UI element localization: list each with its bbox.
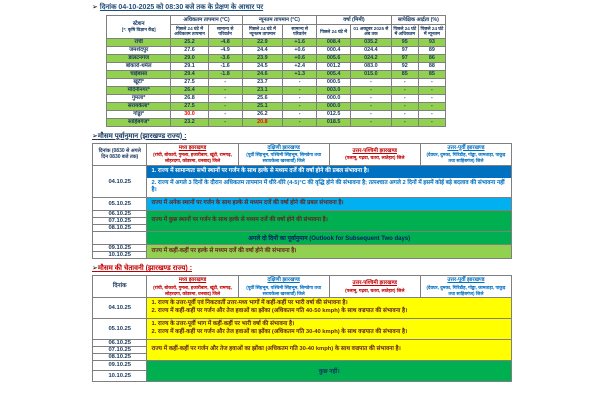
value-cell: 000.5 xyxy=(317,78,351,86)
value-cell: - xyxy=(283,86,317,94)
value-cell: 93 xyxy=(418,38,445,46)
date-cell: 04.10.25 xyxy=(93,298,147,319)
forecast-table xyxy=(92,143,512,259)
value-cell: 22.9 xyxy=(242,38,283,46)
value-cell: - xyxy=(391,86,418,94)
arrow-bullet-icon: ➢ xyxy=(92,265,98,273)
value-cell: -3.6 xyxy=(208,54,242,62)
region-header xyxy=(420,276,511,298)
value-cell: - xyxy=(208,78,242,86)
value-cell: 29.4 xyxy=(171,70,208,78)
min-temp-group-header: न्यूनतम तापमान (°C) xyxy=(242,16,317,25)
table-row xyxy=(107,86,446,94)
warning-msg-04 xyxy=(147,298,512,319)
value-cell: 20.8 xyxy=(242,118,283,126)
sub-header: पिछले 24 घंटे में न्यूनतम तापमान xyxy=(242,25,283,39)
date-cell: 09.10.25 xyxy=(93,360,147,371)
station-column-header xyxy=(107,16,171,39)
region-districts: (पूर्वी सिंहभूम, पश्चिमी सिंहभूम, सिमडेगा तथा सरायकेला खरसावाँ) जिले xyxy=(246,284,322,296)
value-cell: - xyxy=(418,78,445,86)
value-cell: 008.4 xyxy=(317,38,351,46)
value-cell: - xyxy=(208,102,242,110)
value-cell: 24.6 xyxy=(242,70,283,78)
value-cell: - xyxy=(283,102,317,110)
value-cell: 024.2 xyxy=(351,54,392,62)
value-cell: - xyxy=(283,94,317,102)
value-cell: 97 xyxy=(391,54,418,62)
value-cell: +0.6 xyxy=(283,54,317,62)
value-cell: - xyxy=(208,110,242,118)
station-name: बोकारो-थर्मल xyxy=(107,62,171,70)
value-cell: 27.6 xyxy=(171,46,208,54)
table-row xyxy=(107,70,446,78)
value-cell: +1.3 xyxy=(283,70,317,78)
warning-row-04 xyxy=(93,298,512,319)
warning-msg-06-08 xyxy=(147,339,512,360)
region-districts: (देवघर, दुमका, गिरिडीह, गोड्डा, जामताड़ा, पाकुड़ तथा साहिबगंज) जिले xyxy=(426,284,506,296)
station-header-note: [*: कृषि विज्ञान केंद्र] xyxy=(121,27,156,33)
value-cell: -1.6 xyxy=(208,62,242,70)
region-districts: (रांची, बोकारो, गुमला, हजारीबाग, खूंटी, रामगढ़, लोहरदगा, कोडरमा, धनबाद) जिले xyxy=(153,152,232,164)
station-header-label: स्टेशन xyxy=(132,21,145,28)
value-cell: 26.4 xyxy=(171,86,208,94)
rainfall-group-header: वर्षा (मिमी) xyxy=(317,16,392,25)
value-cell: 29.0 xyxy=(171,54,208,62)
value-cell: 015.0 xyxy=(351,70,392,78)
forecast-msg-05-text: राज्य में अनेक स्थानों पर गर्जन के साथ हल्के से मध्यम दर्जे की वर्षा होने की प्रबल संभावना है। xyxy=(147,198,511,210)
value-cell: 25.2 xyxy=(171,38,208,46)
warning-msg-04-1: 1. राज्य के उत्तर-पूर्वी एवं निकटवर्ती उत्तर-मध्य भागों में कहीं-कहीं पर भारी वर्षा की संभावना है। xyxy=(147,298,511,308)
sub-header: सामान्य से परिवर्तन xyxy=(208,25,242,39)
value-cell: +2.4 xyxy=(283,62,317,70)
value-cell: - xyxy=(351,94,392,102)
empty-cell xyxy=(93,232,147,245)
value-cell: 24.5 xyxy=(242,62,283,70)
forecast-msg-09-10-text: राज्य में कहीं-कहीं पर हल्के से मध्यम दर्जे की वर्षा होने की संभावना है। xyxy=(147,246,511,258)
sub-header: पिछले 24 घंटे में न्यूनतम xyxy=(418,25,445,39)
value-cell: 25.6 xyxy=(242,94,283,102)
warning-msg-05-2: 2. राज्य में कहीं-कहीं पर गर्जन और तेज हवाओं का झोंका (अधिकतम गति 30-40 kmph) के साथ वज्रपात की संभावना है। xyxy=(147,329,511,339)
value-cell: 89 xyxy=(418,46,445,54)
value-cell: - xyxy=(391,102,418,110)
value-cell: 92 xyxy=(391,62,418,70)
region-header xyxy=(238,143,329,165)
station-name: मेदिनीनगर* xyxy=(107,86,171,94)
warning-table xyxy=(92,275,512,381)
observations-body xyxy=(107,38,446,126)
value-cell: 005.6 xyxy=(317,54,351,62)
value-cell: 97 xyxy=(391,46,418,54)
value-cell: 000.0 xyxy=(317,102,351,110)
region-title: उत्तर-पश्चिमी झारखण्ड xyxy=(352,147,398,154)
warning-msg-04-2: 2. राज्य में कहीं-कहीं पर गर्जन और तेज हवाओं का झोंका (अधिकतम गति 40-50 kmph) के साथ वज्रपात की संभावना है। xyxy=(147,308,511,318)
region-title: उत्तर-पश्चिमी झारखण्ड xyxy=(352,279,398,286)
table-row xyxy=(107,38,446,46)
date-cell: 09.10.25 xyxy=(93,245,147,252)
value-cell: - xyxy=(351,86,392,94)
warning-msg-09-10: कुछ नहीं। xyxy=(147,360,512,381)
table-row xyxy=(107,54,446,62)
value-cell: 27.5 xyxy=(171,78,208,86)
value-cell: 001.2 xyxy=(317,62,351,70)
value-cell: 005.4 xyxy=(317,70,351,78)
forecast-row-06 xyxy=(93,211,512,218)
table-row xyxy=(107,94,446,102)
region-districts: (देवघर, दुमका, गिरिडीह, गोड्डा, जामताड़ा, पाकुड़ तथा साहिबगंज) जिले xyxy=(426,152,506,164)
forecast-msg-04-2: 2. राज्य में अगले 3 दिनों के दौरान अधिकतम तापमान में धीरे-धीरे (4-5)°C की वृद्धि होने की संभावना है; तत्पश्चात अगले 2 दिनों में इसमें कोई बड़े बदलाव की संभावना नहीं है। xyxy=(147,178,511,198)
value-cell: - xyxy=(418,102,445,110)
sub-header: 01 अक्टूबर 2025 से अब तक xyxy=(351,25,392,39)
region-header xyxy=(147,276,238,298)
value-cell: - xyxy=(391,94,418,102)
date-cell: 06.10.25 xyxy=(93,211,147,218)
date-column-header: दिनांक (0830 से अगले दिन 0830 बजे तक) xyxy=(93,143,147,165)
date-cell: 07.10.25 xyxy=(93,218,147,225)
bulletin-title-text: दिनांक 04-10-2025 को 08:30 बजे तक के प्रेक्षण के आधार पर xyxy=(99,4,264,11)
region-districts: (रांची, बोकारो, गुमला, हजारीबाग, खूंटी, रामगढ़, लोहरदगा, कोडरमा, धनबाद) जिले xyxy=(153,284,232,296)
value-cell: 86 xyxy=(418,54,445,62)
value-cell: 018.5 xyxy=(317,118,351,126)
value-cell: - xyxy=(351,118,392,126)
station-name: चाईबासा xyxy=(107,70,171,78)
value-cell: -4.8 xyxy=(208,38,242,46)
station-name: साहिबगंज* xyxy=(107,118,171,126)
region-title: मध्य झारखण्ड xyxy=(178,144,207,151)
region-header xyxy=(329,143,420,165)
value-cell: - xyxy=(351,78,392,86)
station-name: रांची xyxy=(107,38,171,46)
table-row xyxy=(107,62,446,70)
sub-header: पिछले 24 घंटे में अधिकतम तापमान xyxy=(171,25,208,39)
value-cell: - xyxy=(351,102,392,110)
arrow-bullet-icon: ➢ xyxy=(92,132,98,140)
forecast-title-text: मौसम पूर्वानुमान (झारखण्ड राज्य) : xyxy=(97,132,187,140)
table-row xyxy=(107,102,446,110)
observations-table xyxy=(106,15,446,127)
value-cell: - xyxy=(208,118,242,126)
value-cell: 26.2 xyxy=(242,110,283,118)
value-cell: - xyxy=(391,78,418,86)
value-cell: - xyxy=(418,118,445,126)
date-column-header: दिनांक xyxy=(93,276,147,298)
value-cell: - xyxy=(208,86,242,94)
date-cell: 08.10.25 xyxy=(93,353,147,360)
forecast-outlook-row xyxy=(93,232,512,245)
value-cell: - xyxy=(418,110,445,118)
value-cell: 23.1 xyxy=(242,86,283,94)
warning-title-text: मौसम की चेतावनी (झारखण्ड राज्य) : xyxy=(97,265,193,273)
station-name: खूंटी* xyxy=(107,78,171,86)
value-cell: 27.5 xyxy=(171,102,208,110)
value-cell: - xyxy=(418,94,445,102)
value-cell: - xyxy=(208,94,242,102)
value-cell: +1.6 xyxy=(283,38,317,46)
region-title: उत्तर-पूर्वी झारखण्ड xyxy=(447,144,485,151)
table-row xyxy=(107,78,446,86)
date-cell: 06.10.25 xyxy=(93,339,147,346)
arrow-bullet-icon: ➢ xyxy=(92,4,98,11)
forecast-row-04 xyxy=(93,165,512,197)
value-cell: 26.8 xyxy=(171,94,208,102)
forecast-msg-04 xyxy=(147,165,512,197)
date-cell: 10.10.25 xyxy=(93,252,147,259)
warning-row-06 xyxy=(93,339,512,346)
value-cell: 30.0 xyxy=(171,110,208,118)
value-cell: - xyxy=(283,110,317,118)
value-cell: +0.6 xyxy=(283,46,317,54)
station-name: सरायकेला* xyxy=(107,102,171,110)
value-cell: - xyxy=(391,118,418,126)
value-cell: 88 xyxy=(418,62,445,70)
warning-msg-06-08-text: राज्य में कहीं-कहीं पर गर्जन और तेज हवाओं का झोंका (अधिकतम गति 30-40 kmph) के साथ वज्रपात की संभावना है। xyxy=(147,344,511,356)
warning-row-05 xyxy=(93,318,512,339)
forecast-section-title xyxy=(92,132,512,141)
value-cell: - xyxy=(391,110,418,118)
date-cell: 08.10.25 xyxy=(93,225,147,232)
value-cell: 012.5 xyxy=(317,110,351,118)
region-header xyxy=(329,276,420,298)
value-cell: - xyxy=(283,78,317,86)
value-cell: 23.9 xyxy=(242,54,283,62)
value-cell: 95 xyxy=(391,38,418,46)
value-cell: 85 xyxy=(391,70,418,78)
value-cell: 25.1 xyxy=(242,102,283,110)
sub-header: पिछले 24 घंटे में xyxy=(317,25,351,39)
region-districts: (पलामू, गढ़वा, चतरा, लातेहार) जिले xyxy=(345,287,405,293)
date-cell: 05.10.25 xyxy=(93,198,147,211)
forecast-header-row xyxy=(93,143,512,165)
forecast-msg-04-1: 1. राज्य में सामान्यतः सभी स्थानों पर गर्जन के साथ हल्के से मध्यम दर्जे की वर्षा होने की प्रबल संभावना है। xyxy=(147,166,511,178)
value-cell: 083.0 xyxy=(351,62,392,70)
value-cell: -4.9 xyxy=(208,46,242,54)
value-cell: 85 xyxy=(418,70,445,78)
region-header xyxy=(147,143,238,165)
region-header xyxy=(238,276,329,298)
bulletin-title xyxy=(92,3,512,12)
value-cell: 29.1 xyxy=(171,62,208,70)
value-cell: 23.7 xyxy=(242,78,283,86)
value-cell: 000.0 xyxy=(317,94,351,102)
station-name: गुमला* xyxy=(107,94,171,102)
region-districts: (पूर्वी सिंहभूम, पश्चिमी सिंहभूम, सिमडेगा तथा सरायकेला खरसावाँ) जिले xyxy=(246,152,322,164)
forecast-msg-06-08 xyxy=(147,211,512,232)
warning-msg-05 xyxy=(147,318,512,339)
table-row xyxy=(107,110,446,118)
table-row xyxy=(107,118,446,126)
value-cell: 035.2 xyxy=(351,38,392,46)
sub-header: पिछले 24 घंटे में अधिकतम xyxy=(391,25,418,39)
value-cell: - xyxy=(418,86,445,94)
warning-header-row xyxy=(93,276,512,298)
outlook-banner: अगले दो दिनों का पूर्वानुमान (Outlook for Subsequent Two days) xyxy=(147,232,512,245)
forecast-row-05 xyxy=(93,198,512,211)
region-title: मध्य झारखण्ड xyxy=(178,277,207,284)
sub-header: सामान्य से परिवर्तन xyxy=(283,25,317,39)
forecast-msg-05 xyxy=(147,198,512,211)
date-cell: 07.10.25 xyxy=(93,346,147,353)
max-temp-group-header: अधिकतम तापमान (°C) xyxy=(171,16,242,25)
warning-section-title xyxy=(92,264,512,273)
value-cell: 000.4 xyxy=(317,46,351,54)
station-name: डालटनगंज xyxy=(107,54,171,62)
region-districts: (पलामू, गढ़वा, चतरा, लातेहार) जिले xyxy=(345,155,405,161)
date-cell: 10.10.25 xyxy=(93,371,147,382)
region-title: दक्षिणी झारखण्ड xyxy=(267,277,300,284)
station-name: जमशेदपुर xyxy=(107,46,171,54)
value-cell: 003.0 xyxy=(317,86,351,94)
humidity-group-header: सापेक्षिक आर्द्रता (%) xyxy=(391,16,445,25)
region-header xyxy=(420,143,511,165)
forecast-msg-09-10 xyxy=(147,245,512,259)
date-cell: 04.10.25 xyxy=(93,165,147,197)
forecast-row-09 xyxy=(93,245,512,252)
table-row xyxy=(107,46,446,54)
region-title: उत्तर-पूर्वी झारखण्ड xyxy=(447,277,485,284)
value-cell: 24.4 xyxy=(242,46,283,54)
value-cell: 23.2 xyxy=(171,118,208,126)
bulletin-content xyxy=(92,3,512,382)
value-cell: - xyxy=(283,118,317,126)
warning-row-09 xyxy=(93,360,512,371)
value-cell: 024.4 xyxy=(351,46,392,54)
value-cell: -1.8 xyxy=(208,70,242,78)
forecast-msg-06-08-text: राज्य में कुछ स्थानों पर गर्जन के साथ हल्के से मध्यम दर्जे की वर्षा होने की संभावना है। xyxy=(147,215,511,227)
warning-msg-05-1: 1. राज्य के उत्तर-पूर्वी भाग में कहीं-कहीं पर भारी वर्षा की संभावना है। xyxy=(147,319,511,329)
obs-header-group-row xyxy=(107,16,446,25)
date-cell: 05.10.25 xyxy=(93,318,147,339)
station-name: गोड्डा* xyxy=(107,110,171,118)
value-cell: - xyxy=(351,110,392,118)
region-title: दक्षिणी झारखण्ड xyxy=(267,144,300,151)
